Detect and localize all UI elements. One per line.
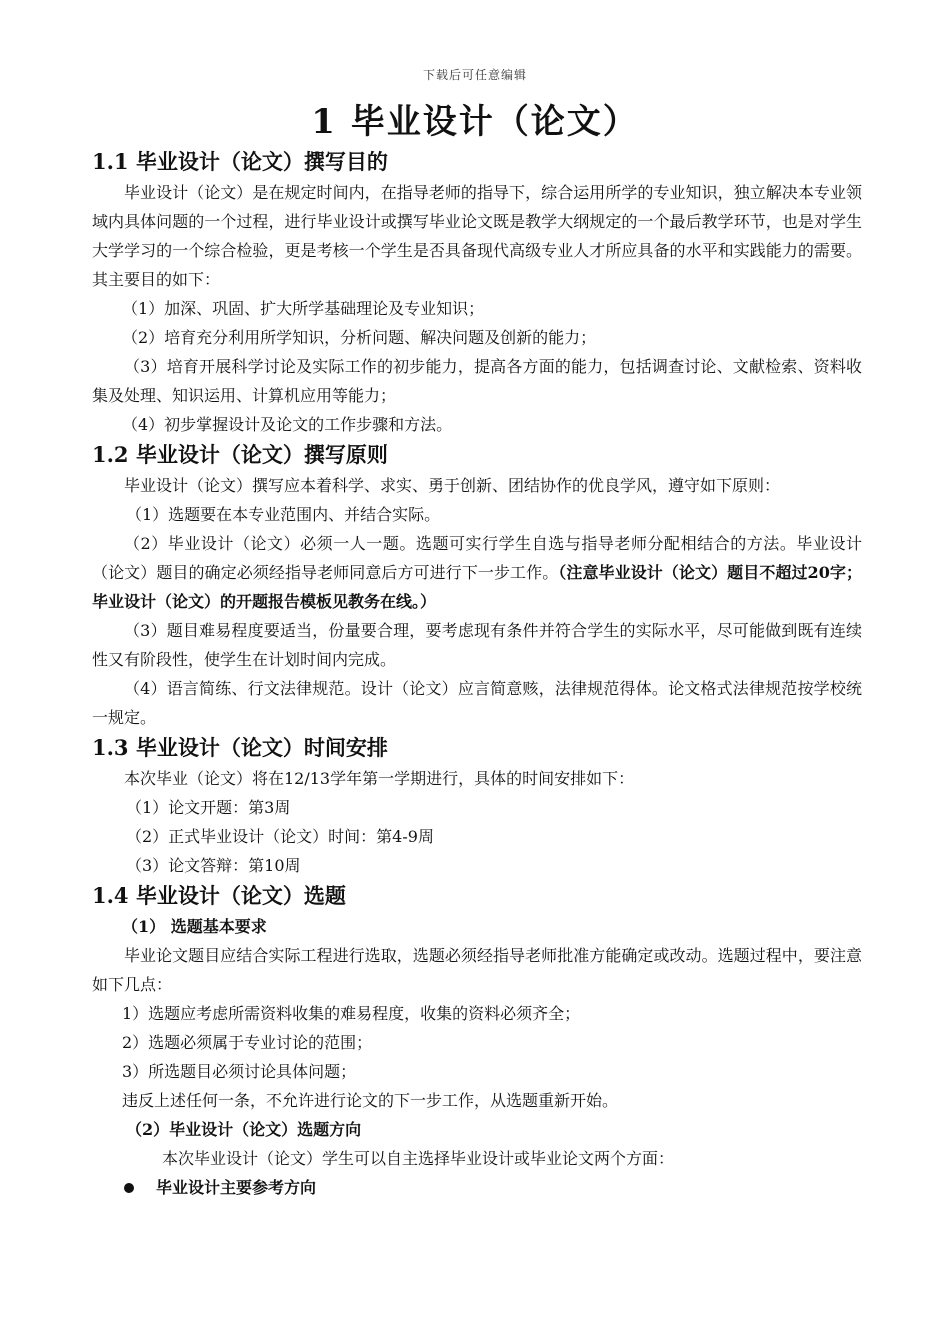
list-item: （1）选题要在本专业范围内、并结合实际。 — [126, 505, 441, 524]
document-body — [92, 146, 862, 1202]
page-header: 下载后可任意编辑 — [422, 68, 527, 82]
list-item: （3）培育开展科学讨论及实际工作的初步能力，提高各方面的能力，包括调查讨论、文献检索、资料收集及处理、知识运用、计算机应用等能力； — [92, 357, 862, 405]
list-item-bold-note: （注意毕业设计（论文）题目不超过20字；毕业设计（论文）的开题报告模板见教务在线。） — [92, 563, 862, 611]
chapter-title: 1 毕业设计（论文） — [311, 102, 639, 142]
list-item-text: （2）毕业设计（论文）必须一人一题。选题可实行学生自选与指导老师分配相结合的方法。毕业设计（论文）题目的确定必须经指导老师同意后方可进行下一步工作。 — [92, 534, 862, 582]
list-item: （4）语言简练、行文法律规范。设计（论文）应言简意赅，法律规范得体。论文格式法律规范按学校统一规定。 — [92, 679, 862, 727]
section-heading-1-3: 1.3 毕业设计（论文）时间安排 — [92, 735, 388, 760]
list-item: （3）题目难易程度要适当，份量要合理，要考虑现有条件并符合学生的实际水平，尽可能做到既有连续性又有阶段性，使学生在计划时间内完成。 — [92, 621, 862, 669]
paragraph: 毕业设计（论文）是在规定时间内，在指导老师的指导下，综合运用所学的专业知识，独立解决本专业领域内具体问题的一个过程，进行毕业设计或撰写毕业论文既是教学大纲规定的一个最后教学环节，也是对学生大学学习的一个综合检验，更是考核一个学生是否具备现代高级专业人才所应具备的水平和实践能力的需要。其主要目的如下： — [92, 183, 862, 289]
subsection-heading: （1） 选题基本要求 — [122, 917, 267, 936]
paragraph: 本次毕业（论文）将在12/13学年第一学期进行，具体的时间安排如下： — [124, 769, 635, 788]
list-item: 1）选题应考虑所需资料收集的难易程度，收集的资料必须齐全； — [122, 1004, 581, 1023]
list-item — [92, 529, 862, 616]
subsection-heading: （2）毕业设计（论文）选题方向 — [126, 1120, 362, 1139]
list-item: 2）选题必须属于专业讨论的范围； — [122, 1033, 373, 1052]
section-heading-1-2: 1.2 毕业设计（论文）撰写原则 — [92, 442, 388, 467]
warning-text: 违反上述任何一条，不允许进行论文的下一步工作，从选题重新开始。 — [122, 1091, 619, 1110]
section-heading-1-4: 1.4 毕业设计（论文）选题 — [92, 883, 346, 908]
list-item: （4）初步掌握设计及论文的工作步骤和方法。 — [122, 415, 453, 434]
list-item: （1）加深、巩固、扩大所学基础理论及专业知识； — [122, 299, 485, 318]
paragraph: 毕业论文题目应结合实际工程进行选取，选题必须经指导老师批准方能确定或改动。选题过程中，要注意如下几点： — [92, 946, 862, 994]
list-item: （3）论文答辩：第10周 — [126, 856, 301, 875]
list-item: （1）论文开题：第3周 — [126, 798, 291, 817]
paragraph: 本次毕业设计（论文）学生可以自主选择毕业设计或毕业论文两个方面： — [162, 1149, 675, 1168]
list-item: 3）所选题目必须讨论具体问题； — [122, 1062, 357, 1081]
list-item: （2）正式毕业设计（论文）时间：第4-9周 — [126, 827, 434, 846]
bullet-item — [92, 1173, 862, 1202]
section-heading-1-1: 1.1 毕业设计（论文）撰写目的 — [92, 149, 388, 174]
bullet-icon — [124, 1183, 134, 1193]
bullet-text: 毕业设计主要参考方向 — [156, 1178, 317, 1197]
paragraph: 毕业设计（论文）撰写应本着科学、求实、勇于创新、团结协作的优良学风，遵守如下原则： — [124, 476, 781, 495]
list-item: （2）培育充分利用所学知识，分析问题、解决问题及创新的能力； — [122, 328, 597, 347]
